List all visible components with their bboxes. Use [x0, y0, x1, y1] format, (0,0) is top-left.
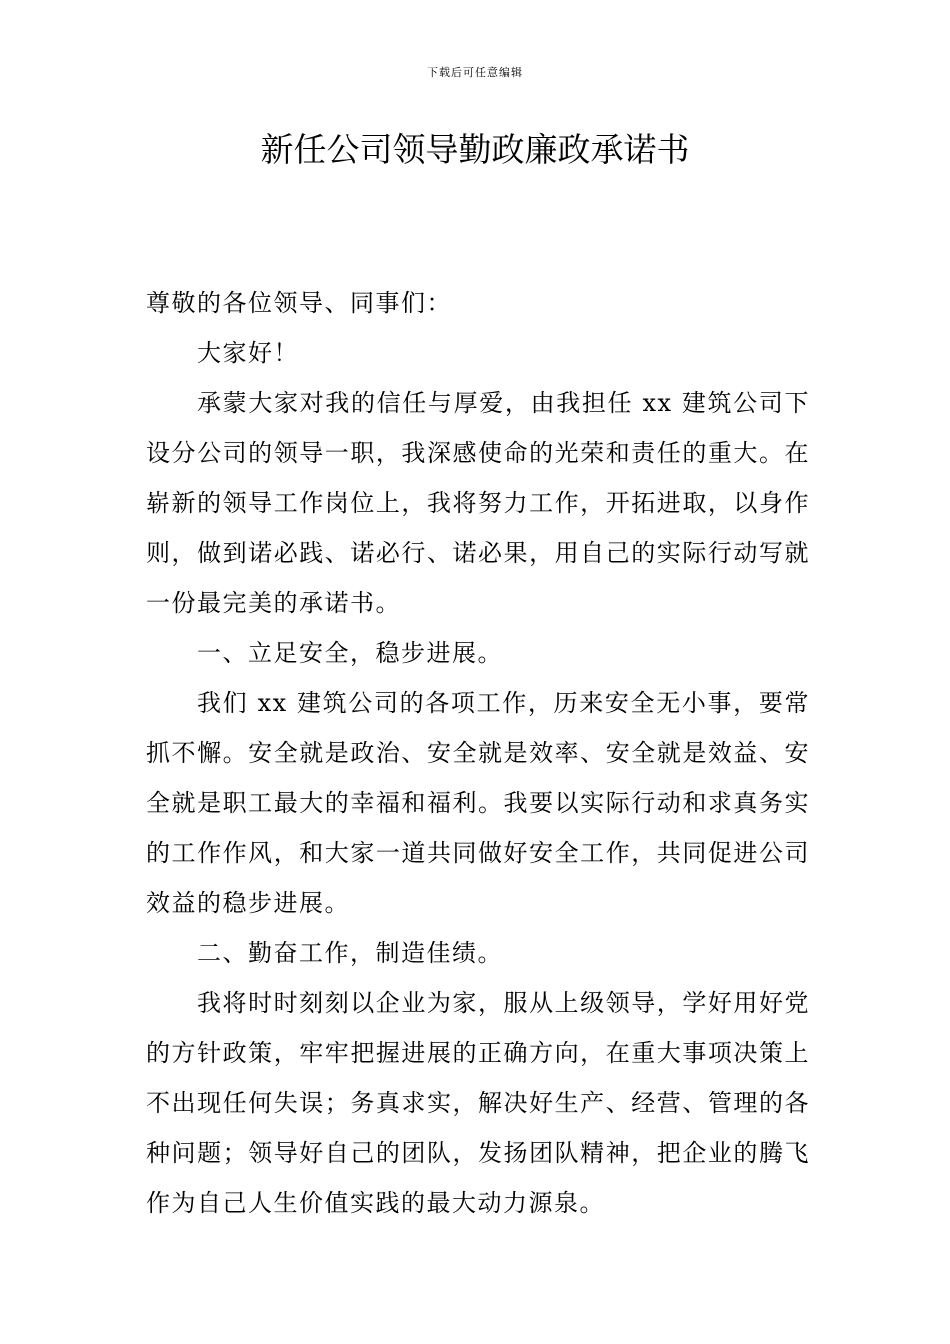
greeting: 大家好！	[197, 339, 299, 367]
section-heading-safety: 一、立足安全，稳步进展。	[197, 639, 503, 667]
document-title: 新任公司领导勤政廉政承诺书	[260, 130, 690, 169]
document-body	[146, 278, 810, 1228]
paragraph-intro: 承蒙大家对我的信任与厚爱，由我担任 xx 建筑公司下设分公司的领导一职，我深感使命的光荣和责任的重大。在崭新的领导工作岗位上，我将努力工作，开拓进取，以身作则，做到诺必践、诺必行、诺必果，用自己的实际行动写就一份最完美的承诺书。	[146, 389, 810, 617]
section-heading-diligence: 二、勤奋工作，制造佳绩。	[197, 939, 503, 967]
paragraph-diligence: 我将时时刻刻以企业为家，服从上级领导，学好用好党的方针政策，牢牢把握进展的正确方向，在重大事项决策上不出现任何失误；务真求实，解决好生产、经营、管理的各种问题；领导好自己的团队，发扬团队精神，把企业的腾飞作为自己人生价值实践的最大动力源泉。	[146, 989, 810, 1217]
header-note: 下载后可任意编辑	[427, 66, 523, 79]
salutation: 尊敬的各位领导、同事们：	[146, 289, 452, 317]
paragraph-safety: 我们 xx 建筑公司的各项工作，历来安全无小事，要常抓不懈。安全就是政治、安全就是效率、安全就是效益、安全就是职工最大的幸福和福利。我要以实际行动和求真务实的工作作风，和大家一道共同做好安全工作，共同促进公司效益的稳步进展。	[146, 689, 810, 917]
